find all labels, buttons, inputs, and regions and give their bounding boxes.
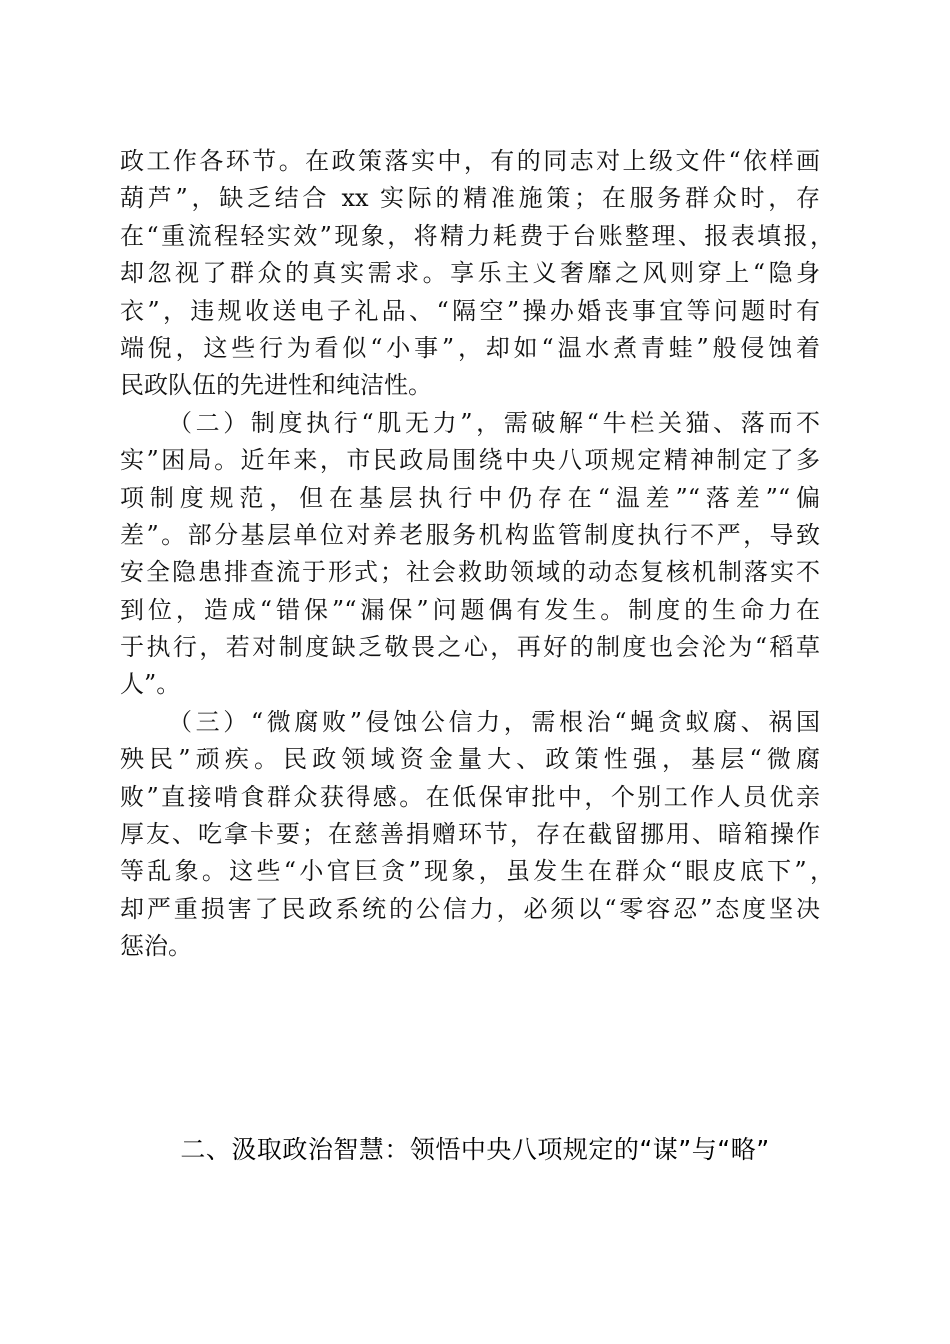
text-line: 项制度规范，但在基层执行中仍存在“温差”“落差”“偏 <box>120 483 820 512</box>
text-line: 到位，造成“错保”“漏保”问题偶有发生。制度的生命力在 <box>120 595 820 624</box>
paragraph-subsection-2 <box>120 405 820 704</box>
text-line: 厚友、吃拿卡要；在慈善捐赠环节，存在截留挪用、暗箱操作 <box>120 820 820 849</box>
text-line: 惩治。 <box>120 932 192 961</box>
text-line: 政工作各环节。在政策落实中，有的同志对上级文件“依样画 <box>120 147 820 175</box>
text-line: （二）制度执行“肌无力”，需破解“牛栏关猫、落而不 <box>168 408 820 437</box>
text-line: 实”困局。近年来，市民政局围绕中央八项规定精神制定了多 <box>120 446 820 475</box>
section-heading: 二、汲取政治智慧：领悟中央八项规定的“谋”与“略” <box>180 1135 770 1164</box>
text-line: 安全隐患排查流于形式；社会救助领域的动态复核机制落实不 <box>120 558 820 587</box>
text-line: 差”。部分基层单位对养老服务机构监管制度执行不严，导致 <box>120 520 820 549</box>
text-line: 人”。 <box>120 670 181 699</box>
paragraph-subsection-3 <box>120 704 834 966</box>
text-line: 衣”，违规收送电子礼品、“隔空”操办婚丧事宜等问题时有 <box>120 296 820 325</box>
text-line: 等乱象。这些“小官巨贪”现象，虽发生在群众“眼皮底下”， <box>120 857 834 886</box>
text-line: （三）“微腐败”侵蚀公信力，需根治“蝇贪蚁腐、祸国 <box>168 707 820 736</box>
text-line: 端倪，这些行为看似“小事”，却如“温水煮青蛙”般侵蚀着 <box>120 333 820 362</box>
document-body <box>120 143 834 966</box>
paragraph-continuation <box>120 143 834 405</box>
text-line: 于执行，若对制度缺乏敬畏之心，再好的制度也会沦为“稻草 <box>120 633 820 662</box>
text-line: 殃民”顽疾。民政领域资金量大、政策性强，基层“微腐 <box>120 745 820 774</box>
text-line: 却严重损害了民政系统的公信力，必须以“零容忍”态度坚决 <box>120 894 820 923</box>
text-line: 葫芦”，缺乏结合 xx 实际的精准施策；在服务群众时，存 <box>120 184 820 213</box>
text-line: 却忽视了群众的真实需求。享乐主义奢靡之风则穿上“隐身 <box>120 259 820 288</box>
text-line: 败”直接啃食群众获得感。在低保审批中，个别工作人员优亲 <box>120 782 820 811</box>
text-line: 在“重流程轻实效”现象，将精力耗费于台账整理、报表填报， <box>120 221 834 250</box>
text-line: 民政队伍的先进性和纯洁性。 <box>120 371 432 400</box>
